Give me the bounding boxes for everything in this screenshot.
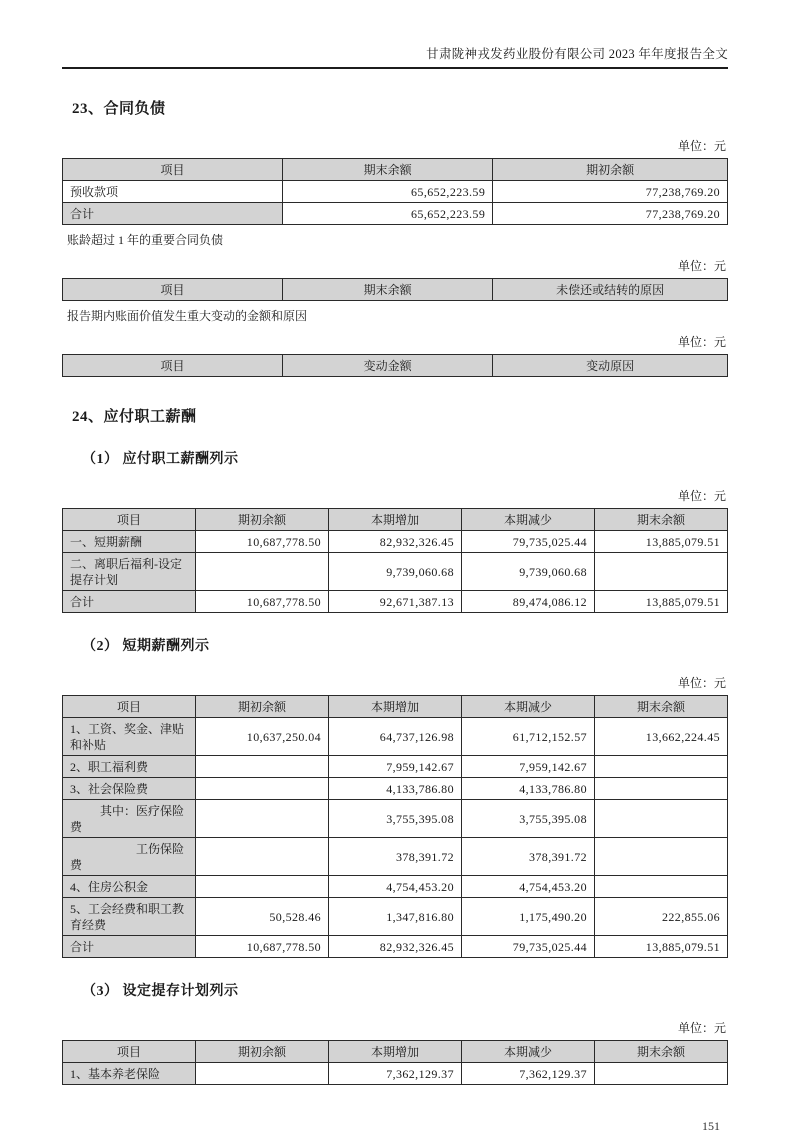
note-aging-over-one-year: 账龄超过 1 年的重要合同负债 (67, 233, 224, 247)
subsection-1-title: （1） 应付职工薪酬列示 (82, 452, 239, 467)
row-label: 5、工会经费和职工教育经费 (63, 898, 196, 936)
unit-label: 单位：元 (677, 489, 726, 503)
row-label: 4、住房公积金 (63, 876, 196, 898)
column-header: 未偿还或结转的原因 (493, 279, 728, 301)
column-header: 期末余额 (595, 509, 728, 531)
cell-value: 4,133,786.80 (329, 778, 462, 800)
column-header: 本期增加 (329, 509, 462, 531)
column-header: 变动原因 (493, 355, 728, 377)
column-header: 期末余额 (283, 279, 493, 301)
cell-value: 92,671,387.13 (329, 591, 462, 613)
column-header: 期末余额 (595, 696, 728, 718)
table-row (63, 778, 728, 800)
table-row (63, 591, 728, 613)
cell-value: 82,932,326.45 (329, 531, 462, 553)
table-header-row (63, 1041, 728, 1063)
cell-value: 10,687,778.50 (196, 936, 329, 958)
cell-value: 7,362,129.37 (462, 1063, 595, 1085)
column-header: 项目 (63, 509, 196, 531)
table-row (63, 181, 728, 203)
column-header: 项目 (63, 159, 283, 181)
cell-value (196, 756, 329, 778)
row-label: 预收款项 (63, 181, 283, 203)
column-header: 期初余额 (196, 509, 329, 531)
table-row (63, 203, 728, 225)
cell-value (196, 553, 329, 591)
cell-value: 222,855.06 (595, 898, 728, 936)
cell-value (196, 778, 329, 800)
row-label: 工伤保险费 (63, 838, 196, 876)
row-label: 3、社会保险费 (63, 778, 196, 800)
cell-value (595, 778, 728, 800)
cell-value (196, 1063, 329, 1085)
cell-value (595, 1063, 728, 1085)
table-header-row (63, 279, 728, 301)
column-header: 项目 (63, 696, 196, 718)
column-header: 本期增加 (329, 1041, 462, 1063)
cell-value (595, 553, 728, 591)
cell-value: 82,932,326.45 (329, 936, 462, 958)
unit-label: 单位：元 (677, 335, 726, 349)
cell-value: 3,755,395.08 (462, 800, 595, 838)
row-label: 二、离职后福利-设定提存计划 (63, 553, 196, 591)
table-row (63, 531, 728, 553)
table-header-row (63, 159, 728, 181)
cell-value: 10,687,778.50 (196, 591, 329, 613)
cell-value: 4,754,453.20 (329, 876, 462, 898)
row-label: 1、基本养老保险 (63, 1063, 196, 1085)
cell-value (595, 876, 728, 898)
table-header-row (63, 355, 728, 377)
cell-value: 13,885,079.51 (595, 531, 728, 553)
column-header: 本期减少 (462, 509, 595, 531)
subsection-2-title: （2） 短期薪酬列示 (82, 639, 210, 654)
page-number: 151 (702, 1119, 720, 1133)
row-label: 合计 (63, 936, 196, 958)
table-row (63, 936, 728, 958)
column-header: 本期减少 (462, 696, 595, 718)
cell-value: 9,739,060.68 (462, 553, 595, 591)
table-row (63, 838, 728, 876)
table-row (63, 898, 728, 936)
cell-value: 3,755,395.08 (329, 800, 462, 838)
defined-contribution-table (62, 1040, 728, 1085)
cell-value (196, 838, 329, 876)
cell-value (196, 876, 329, 898)
header-rule (62, 67, 728, 69)
cell-value: 13,662,224.45 (595, 718, 728, 756)
cell-value: 4,133,786.80 (462, 778, 595, 800)
cell-value (595, 838, 728, 876)
cell-value: 13,885,079.51 (595, 591, 728, 613)
row-label: 其中：医疗保险费 (63, 800, 196, 838)
table-row (63, 756, 728, 778)
table-row (63, 553, 728, 591)
row-label: 合计 (63, 591, 196, 613)
cell-value: 61,712,152.57 (462, 718, 595, 756)
unit-label: 单位：元 (677, 259, 726, 273)
unit-label: 单位：元 (677, 1021, 726, 1035)
column-header: 项目 (63, 355, 283, 377)
cell-value: 77,238,769.20 (493, 181, 728, 203)
cell-value: 13,885,079.51 (595, 936, 728, 958)
row-label: 2、职工福利费 (63, 756, 196, 778)
cell-value: 7,959,142.67 (329, 756, 462, 778)
cell-value: 4,754,453.20 (462, 876, 595, 898)
column-header: 项目 (63, 1041, 196, 1063)
cell-value: 7,959,142.67 (462, 756, 595, 778)
cell-value: 65,652,223.59 (283, 181, 493, 203)
column-header: 期末余额 (283, 159, 493, 181)
cell-value (196, 800, 329, 838)
column-header: 期初余额 (196, 696, 329, 718)
short-term-payroll-table (62, 695, 728, 958)
cell-value: 10,687,778.50 (196, 531, 329, 553)
cell-value: 64,737,126.98 (329, 718, 462, 756)
cell-value: 1,175,490.20 (462, 898, 595, 936)
payroll-overview-table (62, 508, 728, 613)
cell-value (595, 756, 728, 778)
contract-liabilities-table (62, 158, 728, 225)
cell-value: 89,474,086.12 (462, 591, 595, 613)
cell-value: 378,391.72 (329, 838, 462, 876)
table-row (63, 876, 728, 898)
table-header-row (63, 696, 728, 718)
cell-value: 77,238,769.20 (493, 203, 728, 225)
table-row (63, 800, 728, 838)
table-row (63, 1063, 728, 1085)
cell-value: 50,528.46 (196, 898, 329, 936)
column-header: 期初余额 (196, 1041, 329, 1063)
cell-value: 79,735,025.44 (462, 936, 595, 958)
unit-label: 单位：元 (677, 676, 726, 690)
unit-label: 单位：元 (677, 139, 726, 153)
cell-value: 9,739,060.68 (329, 553, 462, 591)
cell-value (595, 800, 728, 838)
table-header-row (63, 509, 728, 531)
note-value-change: 报告期内账面价值发生重大变动的金额和原因 (67, 309, 308, 323)
cell-value: 65,652,223.59 (283, 203, 493, 225)
column-header: 期初余额 (493, 159, 728, 181)
cell-value: 1,347,816.80 (329, 898, 462, 936)
column-header: 项目 (63, 279, 283, 301)
cell-value: 7,362,129.37 (329, 1063, 462, 1085)
unsettled-reason-table (62, 278, 728, 301)
section-24-title: 24、应付职工薪酬 (72, 409, 197, 425)
cell-value: 10,637,250.04 (196, 718, 329, 756)
subsection-3-title: （3） 设定提存计划列示 (82, 984, 239, 999)
change-reason-table (62, 354, 728, 377)
report-header-title: 甘肃陇神戎发药业股份有限公司 2023 年年度报告全文 (426, 47, 728, 61)
table-row (63, 718, 728, 756)
cell-value: 79,735,025.44 (462, 531, 595, 553)
column-header: 本期减少 (462, 1041, 595, 1063)
row-label: 一、短期薪酬 (63, 531, 196, 553)
section-23-title: 23、合同负债 (72, 101, 166, 117)
row-label: 合计 (63, 203, 283, 225)
column-header: 本期增加 (329, 696, 462, 718)
column-header: 期末余额 (595, 1041, 728, 1063)
page-content (62, 0, 728, 1134)
column-header: 变动金额 (283, 355, 493, 377)
cell-value: 378,391.72 (462, 838, 595, 876)
row-label: 1、工资、奖金、津贴和补贴 (63, 718, 196, 756)
